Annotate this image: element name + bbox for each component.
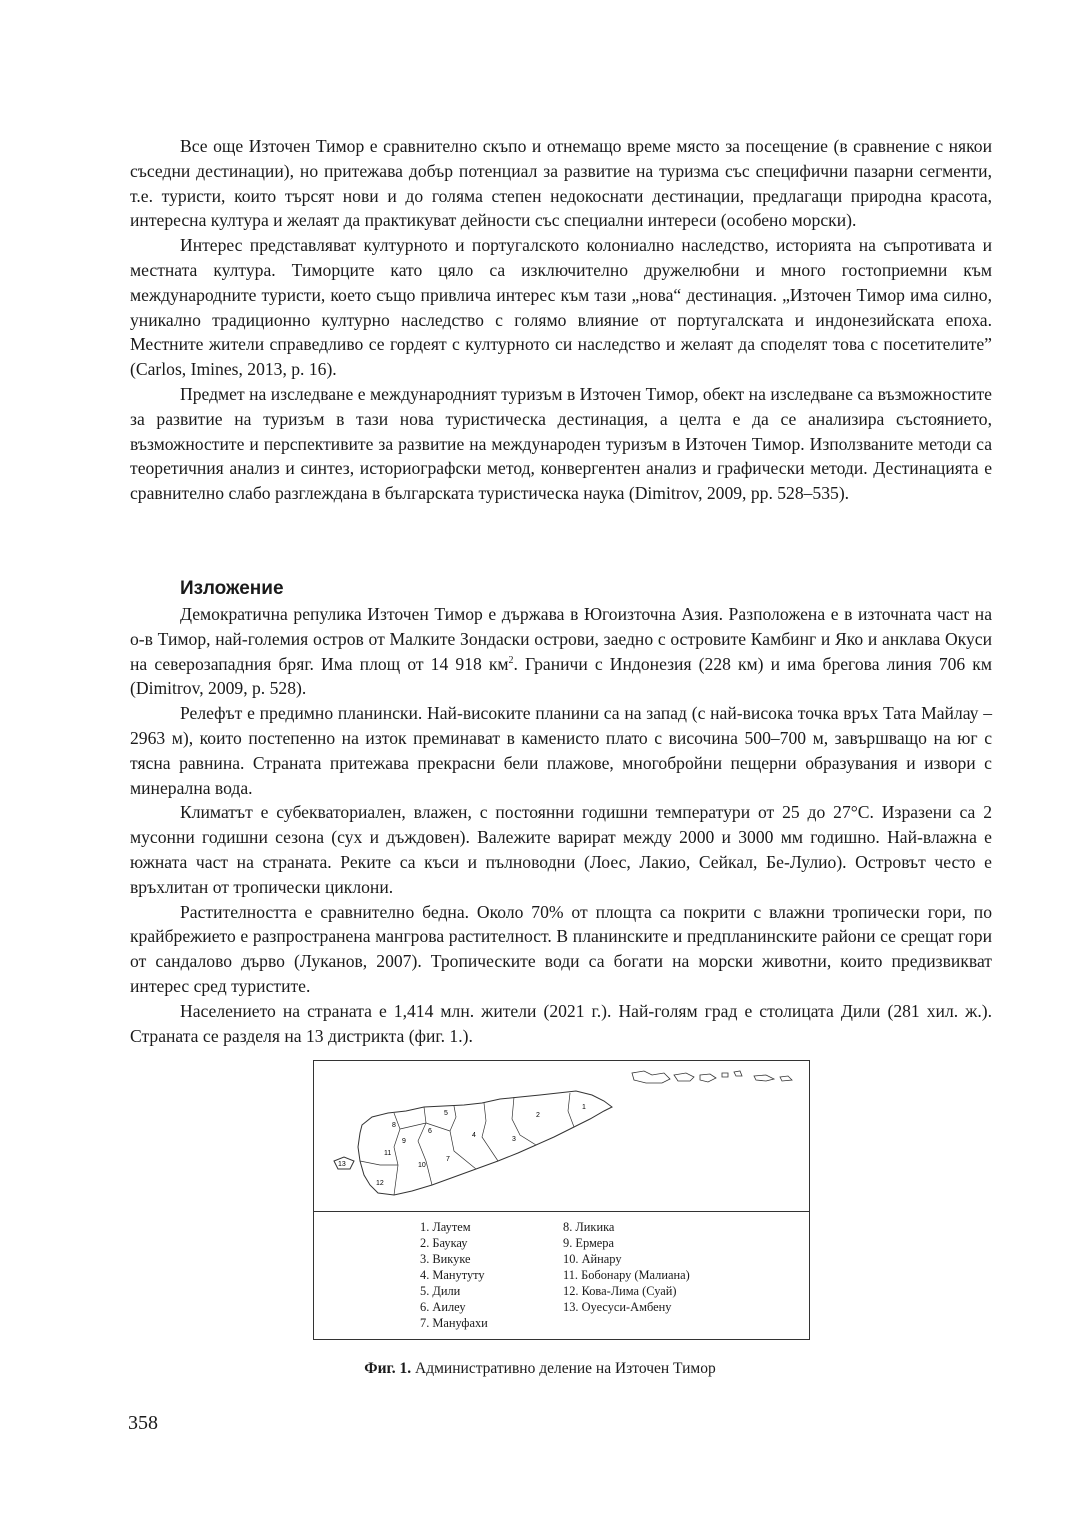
district-label-12: 12 — [376, 1180, 384, 1187]
island-outline — [780, 1076, 792, 1081]
paragraph: Предмет на изследване е международният туризъм в Източен Тимор, обект на изследване са възможностите за развитие на туризъм в тази нова туристическа дестинация, а целта е да се анализира състоянието, възможностите и перспективите за развитие на международен туризъм в Източен Тимор. Използваните методи са теоретичния анализ и синтез, историографски метод, конвергентен анализ и графически методи. Дестинацията е сравнително слабо разглеждана в българската туристическа наука (Dimitrov, 2009, pp. 528–535). — [130, 383, 992, 504]
district-label-9: 9 — [402, 1138, 406, 1145]
district-label-4: 4 — [472, 1132, 476, 1139]
district-label-2: 2 — [536, 1112, 540, 1119]
legend-item: 11. Бобонару (Малиана) — [563, 1268, 690, 1282]
paragraph: Климатът е субекваториален, влажен, с постоянни годишни температури от 25 до 27°C. Изразени са 2 мусонни годишни сезона (сух и дъждовен). Валежите варират между 2000 и 3000 мм годишно. Най-влажна е южната част на страната. Реките са къси и пълноводни (Лоес, Лакио, Сейкал, Бе-Лулио). Островът често е връхлитан от тропически циклони. — [130, 802, 992, 897]
paragraph: Населението на страната е 1,414 млн. жители (2021 г.). Най-голям град е столицата Дили (281 хил. ж.). Страната се разделя на 13 дистрикта (фиг. 1.). — [130, 1000, 992, 1046]
legend-item: 9. Ермера — [563, 1236, 615, 1250]
section-body — [130, 576, 992, 1048]
legend-item: 13. Оуесуси-Амбену — [563, 1300, 672, 1314]
district-border — [568, 1093, 574, 1127]
legend-item: 5. Дили — [420, 1284, 461, 1298]
legend-item: 2. Баукау — [420, 1236, 468, 1250]
caption-text: Административно деление на Източен Тимор — [411, 1360, 716, 1377]
district-label-13: 13 — [338, 1161, 346, 1168]
paragraph: Релефът е предимно планински. Най-високите планини са на запад (с най-висока точка връх Тата Майлау – 2963 м), които постепенно на изток преминават в каменисто плато с височина 500–700 м, завършващо на юг с тясна равнина. Страната притежава прекрасни бели плажове, многобройни пещерни образувания и извори с минерална вода. — [130, 703, 992, 798]
paragraph: Интерес представляват културното и португалското колониално наследство, историята на съпротивата и местната култура. Тиморците като цяло са изключително дружелюбни и много гостоприемни към международните туристи, което също привлича интерес към тази „нова“ дестинация. „Източен Тимор има силно, уникално традиционно културно наследство с голямо влияние от португалската и индонезийската епоха. Местните жители справедливо се гордеят с културното си наследство и желаят да споделят това с посетителите” (Carlos, Imines, 2013, p. 16). — [130, 235, 992, 380]
paragraph-text: Демократична репулика Източен Тимор е държава в Югоизточна Азия. Разположена е в източната част на о-в Тимор, най-големия остров от Малките Зондаски острови, заедно с островите Камбинг и Яко и анклава Окуси на северозападния бряг. Има площ от 14 918 км — [130, 604, 992, 674]
legend-item: 4. Манутуту — [420, 1268, 485, 1282]
superscript: 2 — [508, 654, 514, 666]
legend-column-right — [563, 1219, 690, 1315]
paragraph — [130, 602, 992, 701]
island-outline — [700, 1074, 716, 1082]
district-border — [400, 1123, 450, 1131]
caption-label: Фиг. 1. — [364, 1360, 412, 1377]
legend-column-left — [420, 1219, 488, 1331]
legend-item: 8. Ликика — [563, 1220, 615, 1234]
island-outline — [754, 1075, 774, 1081]
district-label-11: 11 — [384, 1150, 392, 1157]
district-label-10: 10 — [418, 1162, 426, 1169]
district-border — [418, 1107, 432, 1185]
legend-item: 7. Мануфахи — [420, 1316, 488, 1330]
map-area — [314, 1061, 809, 1212]
legend-item: 12. Кова-Лима (Суай) — [563, 1284, 677, 1298]
intro-text — [130, 134, 992, 506]
island-outline — [674, 1073, 694, 1081]
district-label-5: 5 — [444, 1110, 448, 1117]
island-outline — [722, 1073, 728, 1077]
district-label-8: 8 — [392, 1122, 396, 1129]
section-heading: Изложение — [180, 578, 284, 599]
legend-item: 3. Викуке — [420, 1252, 471, 1266]
district-border — [360, 1161, 398, 1165]
district-label-3: 3 — [512, 1136, 516, 1143]
district-border — [482, 1103, 498, 1161]
district-label-6: 6 — [428, 1128, 432, 1135]
paragraph-text: . Граничи с Индонезия (228 км) и има брегова линия 706 км (Dimitrov, 2009, p. 528). — [130, 653, 992, 699]
page-number: 358 — [128, 1412, 158, 1434]
island-outline — [632, 1071, 670, 1083]
legend-item: 10. Айнару — [563, 1252, 622, 1266]
district-map — [314, 1061, 809, 1211]
district-label-7: 7 — [446, 1156, 450, 1163]
paragraph: Растителността е сравнително бедна. Около 70% от площта са покрити с влажни тропически гори, по крайбрежието е разпространена мангрова растителност. В планинските и предпланинските райони се срещат гори от сандалово дърво (Луканов, 2007). Тропическите води са богати на морски животни, които предизвикват интерес сред туристите. — [130, 901, 992, 996]
legend-item: 1. Лаутем — [420, 1220, 471, 1234]
legend-item: 6. Аилеу — [420, 1300, 466, 1314]
figure-map — [313, 1060, 810, 1340]
paragraph: Все още Източен Тимор е сравнително скъпо и отнемащо време място за посещение (в сравнение с някои съседни дестинации), но притежава добър потенциал за развитие на туризма със специфични пазарни сегменти, т.е. туристи, които търсят нови и до голяма степен недокоснати дестинации, предлагащи природна красота, интересна култура и желаят да практикуват дейности със специални интереси (особено морски). — [130, 136, 992, 231]
district-label-1: 1 — [582, 1104, 586, 1111]
figure-caption — [0, 1360, 1080, 1378]
island-outline — [734, 1071, 742, 1076]
